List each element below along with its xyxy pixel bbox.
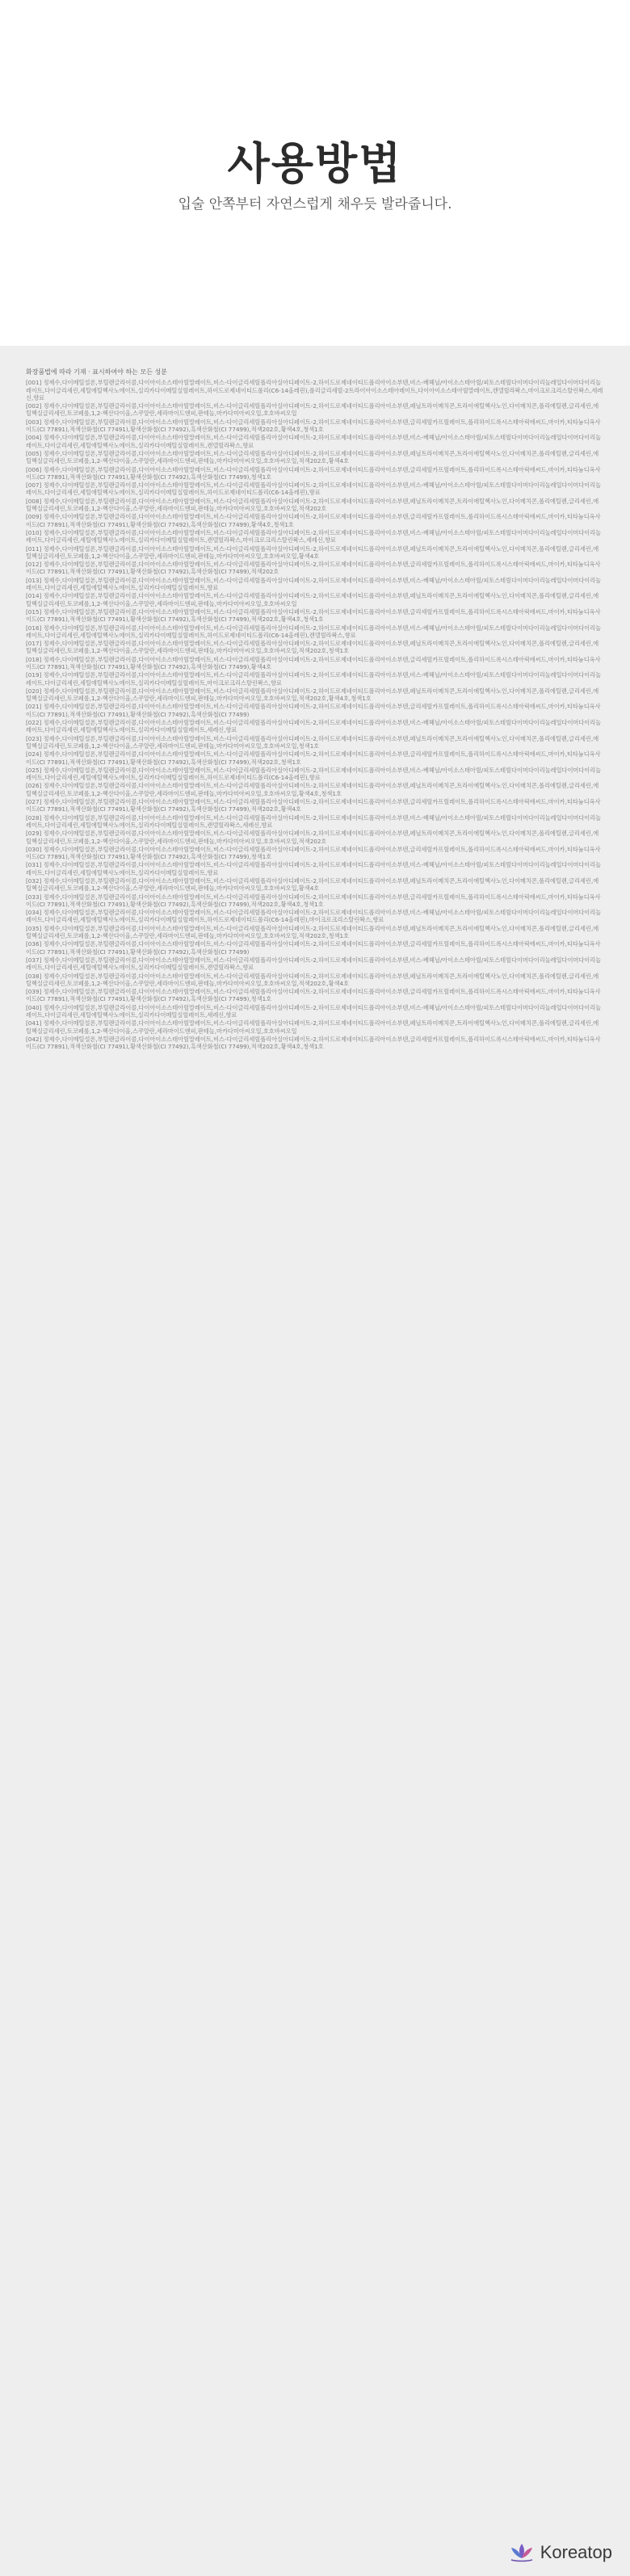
ingredient-entry: [003] 정제수,다이메틸설폰,부틸렌글라이콜,다이아이소스테아릴말레이트,비스-다이글리세릴폴리아실아디페이트-2,하이드로제네이티드폴리아이소부텐,글리세릴카프릴레이트,폴리하이드록시스테아릭애씨드,마이카,티타늄디옥사이드(CI 77891),적색산화철(CI 77491),황색산화철(CI 77492),흑색산화철(CI 77499),적색202호,황색4호,청색1호 (26, 418, 601, 434)
ingredient-entry: [018] 정제수,다이메틸설폰,부틸렌글라이콜,다이아이소스테아릴말레이트,비스-다이글리세릴폴리아실아디페이트-2,하이드로제네이티드폴리아이소부텐,글리세릴카프릴레이트,폴리하이드록시스테아릭애씨드,마이카,티타늄디옥사이드(CI 77891),적색산화철(CI 77491),황색산화철(CI 77492),흑색산화철(CI 77499),황색4호 (26, 655, 601, 670)
ingredient-entry: [016] 정제수,다이메틸설폰,부틸렌글라이콜,다이아이소스테아릴말레이트,비스-다이글리세릴폴리아실아디페이트-2,하이드로제네이티드폴리아이소부텐,비스-베헤닐/아이소스테아릴/피토스테릴다이머다이리놀레일다이머다이리놀레이트,다이글리세린,세틸에틸헥사노에이트,실리카다이메틸실릴레이트,하이드로제네이티드폴리(C6-14올레핀),캔델릴라왁스,향료 (26, 624, 602, 639)
ingredient-entry: [019] 정제수,다이메틸설폰,부틸렌글라이콜,다이아이소스테아릴말레이트,비스-다이글리세릴폴리아실아디페이트-2,하이드로제네이티드폴리아이소부텐,비스-베헤닐/아이소스테아릴/피토스테릴다이머다이리놀레일다이머다이리놀레이트,다이글리세린,세틸에틸헥사노에이트,실리카다이메틸실릴레이트,마이크로크리스탈린왁스,향료 (26, 671, 602, 687)
ingredient-entry: [015] 정제수,다이메틸설폰,부틸렌글라이콜,다이아이소스테아릴말레이트,비스-다이글리세릴폴리아실아디페이트-2,하이드로제네이티드폴리아이소부텐,글리세릴카프릴레이트,폴리하이드록시스테아릭애씨드,마이카,티타늄디옥사이드(CI 77891),적색산화철(CI 77491),황색산화철(CI 77492),흑색산화철(CI 77499),적색202호,황색4호,청색1호 (26, 607, 601, 624)
page-title: 사용방법 (227, 138, 403, 189)
ingredient-entry: [012] 정제수,다이메틸설폰,부틸렌글라이콜,다이아이소스테아릴말레이트,비스-다이글리세릴폴리아실아디페이트-2,하이드로제네이티드폴리아이소부텐,글리세릴카프릴레이트,폴리하이드록시스테아릭애씨드,마이카,티타늄디옥사이드(CI 77891),적색산화철(CI 77491),황색산화철(CI 77492),흑색산화철(CI 77499),적색202호 (26, 561, 601, 576)
usage-header-section (0, 0, 630, 346)
ingredient-entry: [030] 정제수,다이메틸설폰,부틸렌글라이콜,다이아이소스테아릴말레이트,비스-다이글리세릴폴리아실아디페이트-2,하이드로제네이티드폴리아이소부텐,글리세릴카프릴레이트,폴리하이드록시스테아릭애씨드,마이카,티타늄디옥사이드(CI 77891),적색산화철(CI 77491),황색산화철(CI 77492),흑색산화철(CI 77499),청색1호 (26, 845, 601, 861)
ingredients-list (26, 368, 604, 2493)
ingredient-entry: [022] 정제수,다이메틸설폰,부틸렌글라이콜,다이아이소스테아릴말레이트,비스-다이글리세릴폴리아실아디페이트-2,하이드로제네이티드폴리아이소부텐,비스-베헤닐/아이소스테아릴/피토스테릴다이머다이리놀레일다이머다이리놀레이트,다이글리세린,세틸에틸헥사노에이트,실리카다이메틸실릴레이트,세레신,향료 (26, 719, 602, 734)
brand-name: Koreatop (540, 2542, 612, 2562)
ingredient-entry: [005] 정제수,다이메틸설폰,부틸렌글라이콜,다이아이소스테아릴말레이트,비스-다이글리세릴폴리아실아디페이트-2,하이드로제네이티드폴리아이소부텐,페닐트라이메치콘,트라이에틸헥사노인,다이메치콘,폴리에틸렌,글리세린,에틸헥실글리세린,토코페롤,1,2-헥산다이올,스쿠알란,세라마이드엔피,판테놀,마카다미아씨오일,호호바씨오일,적색202호,황색4호 (26, 449, 599, 465)
ingredient-entry: [021] 정제수,다이메틸설폰,부틸렌글라이콜,다이아이소스테아릴말레이트,비스-다이글리세릴폴리아실아디페이트-2,하이드로제네이티드폴리아이소부텐,글리세릴카프릴레이트,폴리하이드록시스테아릭애씨드,마이카,티타늄디옥사이드(CI 77891),적색산화철(CI 77491),황색산화철(CI 77492),흑색산화철(CI 77499) (26, 703, 601, 718)
ingredient-entry: [025] 정제수,다이메틸설폰,부틸렌글라이콜,다이아이소스테아릴말레이트,비스-다이글리세릴폴리아실아디페이트-2,하이드로제네이티드폴리아이소부텐,비스-베헤닐/아이소스테아릴/피토스테릴다이머다이리놀레일다이머다이리놀레이트,다이글리세린,세틸에틸헥사노에이트,실리카다이메틸실릴레이트,하이드로제네이티드폴리(C6-14올레핀),향료 (26, 766, 602, 782)
ingredient-entry: [036] 정제수,다이메틸설폰,부틸렌글라이콜,다이아이소스테아릴말레이트,비스-다이글리세릴폴리아실아디페이트-2,하이드로제네이티드폴리아이소부텐,글리세릴카프릴레이트,폴리하이드록시스테아릭애씨드,마이카,티타늄디옥사이드(CI 77891),적색산화철(CI 77491),황색산화철(CI 77492),흑색산화철(CI 77499) (26, 940, 601, 956)
ingredient-entry: [034] 정제수,다이메틸설폰,부틸렌글라이콜,다이아이소스테아릴말레이트,비스-다이글리세릴폴리아실아디페이트-2,하이드로제네이티드폴리아이소부텐,비스-베헤닐/아이소스테아릴/피토스테릴다이머다이리놀레일다이머다이리놀레이트,다이글리세린,세틸에틸헥사노에이트,실리카다이메틸실릴레이트,하이드로제네이티드폴리(C6-14올레핀),마이크로크리스탈린왁스,향료 (26, 909, 602, 924)
ingredient-entry: [014] 정제수,다이메틸설폰,부틸렌글라이콜,다이아이소스테아릴말레이트,비스-다이글리세릴폴리아실아디페이트-2,하이드로제네이티드폴리아이소부텐,페닐트라이메치콘,트라이에틸헥사노인,다이메치콘,폴리에틸렌,글리세린,에틸헥실글리세린,토코페롤,1,2-헥산다이올,스쿠알란,세라마이드엔피,판테놀,마카다미아씨오일,호호바씨오일 (26, 592, 599, 607)
ingredient-entry: [042] 정제수,다이메틸설폰,부틸렌글라이콜,다이아이소스테아릴말레이트,비스-다이글리세릴폴리아실아디페이트-2,하이드로제네이티드폴리아이소부텐,글리세릴카프릴레이트,폴리하이드록시스테아릭애씨드,마이카,티타늄디옥사이드(CI 77891),적색산화철(CI 77491),황색산화철(CI 77492),흑색산화철(CI 77499),적색202호,황색4호,청색1호 (26, 1035, 601, 1051)
ingredient-entry: [001] 정제수,다이메틸설폰,부틸렌글라이콜,다이아이소스테아릴말레이트,비스-다이글리세릴폴리아실아디페이트-2,하이드로제네이티드폴리아이소부텐,비스-베헤닐/아이소스테아릴/피토스테릴다이머다이리놀레일다이머다이리놀레이트,다이글리세린,세틸에틸헥사노에이트,실리카다이메틸실릴레이트,하이드로제네이티드폴리(C6-14올레핀),폴리글리세릴-2트라이아이소스테아레이트,다이아이소스테아릴말레이트,캔델릴라왁스,마이크로크리스탈린왁스,세레신,향료 (26, 379, 603, 401)
ingredient-entry: [033] 정제수,다이메틸설폰,부틸렌글라이콜,다이아이소스테아릴말레이트,비스-다이글리세릴폴리아실아디페이트-2,하이드로제네이티드폴리아이소부텐,글리세릴카프릴레이트,폴리하이드록시스테아릭애씨드,마이카,티타늄디옥사이드(CI 77891),적색산화철(CI 77491),황색산화철(CI 77492),흑색산화철(CI 77499),적색202호,황색4호,청색1호 (26, 893, 601, 908)
ingredients-heading: 화장품법에 따라 기재 · 표시하여야 하는 모든 성분 (26, 368, 167, 376)
ingredient-entry: [007] 정제수,다이메틸설폰,부틸렌글라이콜,다이아이소스테아릴말레이트,비스-다이글리세릴폴리아실아디페이트-2,하이드로제네이티드폴리아이소부텐,비스-베헤닐/아이소스테아릴/피토스테릴다이머다이리놀레일다이머다이리놀레이트,다이글리세린,세틸에틸헥사노에이트,실리카다이메틸실릴레이트,하이드로제네이티드폴리(C6-14올레핀),향료 (26, 481, 602, 497)
ingredient-entry: [039] 정제수,다이메틸설폰,부틸렌글라이콜,다이아이소스테아릴말레이트,비스-다이글리세릴폴리아실아디페이트-2,하이드로제네이티드폴리아이소부텐,글리세릴카프릴레이트,폴리하이드록시스테아릭애씨드,마이카,티타늄디옥사이드(CI 77891),적색산화철(CI 77491),황색산화철(CI 77492),흑색산화철(CI 77499),청색1호 (26, 988, 601, 1003)
ingredient-entry: [028] 정제수,다이메틸설폰,부틸렌글라이콜,다이아이소스테아릴말레이트,비스-다이글리세릴폴리아실아디페이트-2,하이드로제네이티드폴리아이소부텐,비스-베헤닐/아이소스테아릴/피토스테릴다이머다이리놀레일다이머다이리놀레이트,다이글리세린,세틸에틸헥사노에이트,실리카다이메틸실릴레이트,캔델릴라왁스,세레신,향료 (26, 813, 602, 829)
ingredient-entry: [024] 정제수,다이메틸설폰,부틸렌글라이콜,다이아이소스테아릴말레이트,비스-다이글리세릴폴리아실아디페이트-2,하이드로제네이티드폴리아이소부텐,글리세릴카프릴레이트,폴리하이드록시스테아릭애씨드,마이카,티타늄디옥사이드(CI 77891),적색산화철(CI 77491),황색산화철(CI 77492),흑색산화철(CI 77499),적색202호,청색1호 (26, 750, 601, 766)
ingredient-entry: [029] 정제수,다이메틸설폰,부틸렌글라이콜,다이아이소스테아릴말레이트,비스-다이글리세릴폴리아실아디페이트-2,하이드로제네이티드폴리아이소부텐,페닐트라이메치콘,트라이에틸헥사노인,다이메치콘,폴리에틸렌,글리세린,에틸헥실글리세린,토코페롤,1,2-헥산다이올,스쿠알란,세라마이드엔피,판테놀,마카다미아씨오일,호호바씨오일,적색202호 (26, 830, 599, 845)
ingredient-entry: [013] 정제수,다이메틸설폰,부틸렌글라이콜,다이아이소스테아릴말레이트,비스-다이글리세릴폴리아실아디페이트-2,하이드로제네이티드폴리아이소부텐,비스-베헤닐/아이소스테아릴/피토스테릴다이머다이리놀레일다이머다이리놀레이트,다이글리세린,세틸에틸헥사노에이트,실리카다이메틸실릴레이트,향료 (26, 576, 602, 592)
ingredient-entry: [027] 정제수,다이메틸설폰,부틸렌글라이콜,다이아이소스테아릴말레이트,비스-다이글리세릴폴리아실아디페이트-2,하이드로제네이티드폴리아이소부텐,글리세릴카프릴레이트,폴리하이드록시스테아릭애씨드,마이카,티타늄디옥사이드(CI 77891),적색산화철(CI 77491),황색산화철(CI 77492),흑색산화철(CI 77499),적색202호,황색4호 (26, 798, 601, 813)
ingredient-entry: [004] 정제수,다이메틸설폰,부틸렌글라이콜,다이아이소스테아릴말레이트,비스-다이글리세릴폴리아실아디페이트-2,하이드로제네이티드폴리아이소부텐,비스-베헤닐/아이소스테아릴/피토스테릴다이머다이리놀레일다이머다이리놀레이트,다이글리세린,세틸에틸헥사노에이트,실리카다이메틸실릴레이트,캔델릴라왁스,향료 (26, 434, 602, 449)
ingredient-entry: [009] 정제수,다이메틸설폰,부틸렌글라이콜,다이아이소스테아릴말레이트,비스-다이글리세릴폴리아실아디페이트-2,하이드로제네이티드폴리아이소부텐,글리세릴카프릴레이트,폴리하이드록시스테아릭애씨드,마이카,티타늄디옥사이드(CI 77891),적색산화철(CI 77491),황색산화철(CI 77492),흑색산화철(CI 77499),황색4호,청색1호 (26, 513, 601, 528)
ingredient-entry: [041] 정제수,다이메틸설폰,부틸렌글라이콜,다이아이소스테아릴말레이트,비스-다이글리세릴폴리아실아디페이트-2,하이드로제네이티드폴리아이소부텐,페닐트라이메치콘,트라이에틸헥사노인,다이메치콘,폴리에틸렌,글리세린,에틸헥실글리세린,토코페롤,1,2-헥산다이올,스쿠알란,세라마이드엔피,판테놀,마카다미아씨오일,호호바씨오일 (26, 1019, 599, 1035)
ingredient-entry: [017] 정제수,다이메틸설폰,부틸렌글라이콜,다이아이소스테아릴말레이트,비스-다이글리세릴폴리아실아디페이트-2,하이드로제네이티드폴리아이소부텐,페닐트라이메치콘,트라이에틸헥사노인,다이메치콘,폴리에틸렌,글리세린,에틸헥실글리세린,토코페롤,1,2-헥산다이올,스쿠알란,세라마이드엔피,판테놀,마카다미아씨오일,호호바씨오일,적색202호,청색1호 (26, 640, 599, 655)
brand-logo (508, 2542, 612, 2563)
ingredient-entry: [035] 정제수,다이메틸설폰,부틸렌글라이콜,다이아이소스테아릴말레이트,비스-다이글리세릴폴리아실아디페이트-2,하이드로제네이티드폴리아이소부텐,페닐트라이메치콘,트라이에틸헥사노인,다이메치콘,폴리에틸렌,글리세린,에틸헥실글리세린,토코페롤,1,2-헥산다이올,스쿠알란,세라마이드엔피,판테놀,마카다미아씨오일,호호바씨오일,적색202호,청색1호 (26, 924, 599, 940)
usage-instruction: 입술 안쪽부터 자연스럽게 채우듯 발라줍니다. (178, 196, 452, 212)
ingredient-entry: [037] 정제수,다이메틸설폰,부틸렌글라이콜,다이아이소스테아릴말레이트,비스-다이글리세릴폴리아실아디페이트-2,하이드로제네이티드폴리아이소부텐,비스-베헤닐/아이소스테아릴/피토스테릴다이머다이리놀레일다이머다이리놀레이트,다이글리세린,세틸에틸헥사노에이트,실리카다이메틸실릴레이트,캔델릴라왁스,향료 (26, 956, 602, 972)
ingredient-entry: [040] 정제수,다이메틸설폰,부틸렌글라이콜,다이아이소스테아릴말레이트,비스-다이글리세릴폴리아실아디페이트-2,하이드로제네이티드폴리아이소부텐,비스-베헤닐/아이소스테아릴/피토스테릴다이머다이리놀레일다이머다이리놀레이트,다이글리세린,세틸에틸헥사노에이트,실리카다이메틸실릴레이트,세레신,향료 (26, 1003, 602, 1019)
ingredient-entry: [026] 정제수,다이메틸설폰,부틸렌글라이콜,다이아이소스테아릴말레이트,비스-다이글리세릴폴리아실아디페이트-2,하이드로제네이티드폴리아이소부텐,페닐트라이메치콘,트라이에틸헥사노인,다이메치콘,폴리에틸렌,글리세린,에틸헥실글리세린,토코페롤,1,2-헥산다이올,스쿠알란,세라마이드엔피,판테놀,마카다미아씨오일,호호바씨오일,황색4호,청색1호 (26, 782, 599, 797)
ingredient-entry: [008] 정제수,다이메틸설폰,부틸렌글라이콜,다이아이소스테아릴말레이트,비스-다이글리세릴폴리아실아디페이트-2,하이드로제네이티드폴리아이소부텐,페닐트라이메치콘,트라이에틸헥사노인,다이메치콘,폴리에틸렌,글리세린,에틸헥실글리세린,토코페롤,1,2-헥산다이올,스쿠알란,세라마이드엔피,판테놀,마카다미아씨오일,호호바씨오일,적색202호 (26, 497, 599, 513)
lotus-logo-icon (508, 2542, 536, 2563)
ingredient-entry: [010] 정제수,다이메틸설폰,부틸렌글라이콜,다이아이소스테아릴말레이트,비스-다이글리세릴폴리아실아디페이트-2,하이드로제네이티드폴리아이소부텐,비스-베헤닐/아이소스테아릴/피토스테릴다이머다이리놀레일다이머다이리놀레이트,다이글리세린,세틸에틸헥사노에이트,실리카다이메틸실릴레이트,캔델릴라왁스,마이크로크리스탈린왁스,세레신,향료 (26, 528, 602, 544)
ingredient-entry: [038] 정제수,다이메틸설폰,부틸렌글라이콜,다이아이소스테아릴말레이트,비스-다이글리세릴폴리아실아디페이트-2,하이드로제네이티드폴리아이소부텐,페닐트라이메치콘,트라이에틸헥사노인,다이메치콘,폴리에틸렌,글리세린,에틸헥실글리세린,토코페롤,1,2-헥산다이올,스쿠알란,세라마이드엔피,판테놀,마카다미아씨오일,호호바씨오일,적색202호,황색4호 (26, 972, 599, 987)
ingredient-entry: [011] 정제수,다이메틸설폰,부틸렌글라이콜,다이아이소스테아릴말레이트,비스-다이글리세릴폴리아실아디페이트-2,하이드로제네이티드폴리아이소부텐,페닐트라이메치콘,트라이에틸헥사노인,다이메치콘,폴리에틸렌,글리세린,에틸헥실글리세린,토코페롤,1,2-헥산다이올,스쿠알란,세라마이드엔피,판테놀,마카다미아씨오일,호호바씨오일,황색4호 (26, 544, 599, 560)
ingredient-entry: [006] 정제수,다이메틸설폰,부틸렌글라이콜,다이아이소스테아릴말레이트,비스-다이글리세릴폴리아실아디페이트-2,하이드로제네이티드폴리아이소부텐,글리세릴카프릴레이트,폴리하이드록시스테아릭애씨드,마이카,티타늄디옥사이드(CI 77891),적색산화철(CI 77491),황색산화철(CI 77492),흑색산화철(CI 77499),청색1호 (26, 465, 601, 481)
ingredient-entry: [031] 정제수,다이메틸설폰,부틸렌글라이콜,다이아이소스테아릴말레이트,비스-다이글리세릴폴리아실아디페이트-2,하이드로제네이티드폴리아이소부텐,비스-베헤닐/아이소스테아릴/피토스테릴다이머다이리놀레일다이머다이리놀레이트,다이글리세린,세틸에틸헥사노에이트,실리카다이메틸실릴레이트,향료 (26, 861, 602, 876)
ingredient-entry: [023] 정제수,다이메틸설폰,부틸렌글라이콜,다이아이소스테아릴말레이트,비스-다이글리세릴폴리아실아디페이트-2,하이드로제네이티드폴리아이소부텐,페닐트라이메치콘,트라이에틸헥사노인,다이메치콘,폴리에틸렌,글리세린,에틸헥실글리세린,토코페롤,1,2-헥산다이올,스쿠알란,세라마이드엔피,판테놀,마카다미아씨오일,호호바씨오일,청색1호 (26, 734, 599, 750)
ingredient-entry: [032] 정제수,다이메틸설폰,부틸렌글라이콜,다이아이소스테아릴말레이트,비스-다이글리세릴폴리아실아디페이트-2,하이드로제네이티드폴리아이소부텐,페닐트라이메치콘,트라이에틸헥사노인,다이메치콘,폴리에틸렌,글리세린,에틸헥실글리세린,토코페롤,1,2-헥산다이올,스쿠알란,세라마이드엔피,판테놀,마카다미아씨오일,호호바씨오일,황색4호 (26, 877, 599, 893)
ingredient-entry: [002] 정제수,다이메틸설폰,부틸렌글라이콜,다이아이소스테아릴말레이트,비스-다이글리세릴폴리아실아디페이트-2,하이드로제네이티드폴리아이소부텐,페닐트라이메치콘,트라이에틸헥사노인,다이메치콘,폴리에틸렌,글리세린,에틸헥실글리세린,토코페롤,1,2-헥산다이올,스쿠알란,세라마이드엔피,판테놀,마카다미아씨오일,호호바씨오일 (26, 402, 599, 418)
ingredient-entry: [020] 정제수,다이메틸설폰,부틸렌글라이콜,다이아이소스테아릴말레이트,비스-다이글리세릴폴리아실아디페이트-2,하이드로제네이티드폴리아이소부텐,페닐트라이메치콘,트라이에틸헥사노인,다이메치콘,폴리에틸렌,글리세린,에틸헥실글리세린,토코페롤,1,2-헥산다이올,스쿠알란,세라마이드엔피,판테놀,마카다미아씨오일,호호바씨오일,적색202호,황색4호,청색1호 (26, 687, 599, 703)
